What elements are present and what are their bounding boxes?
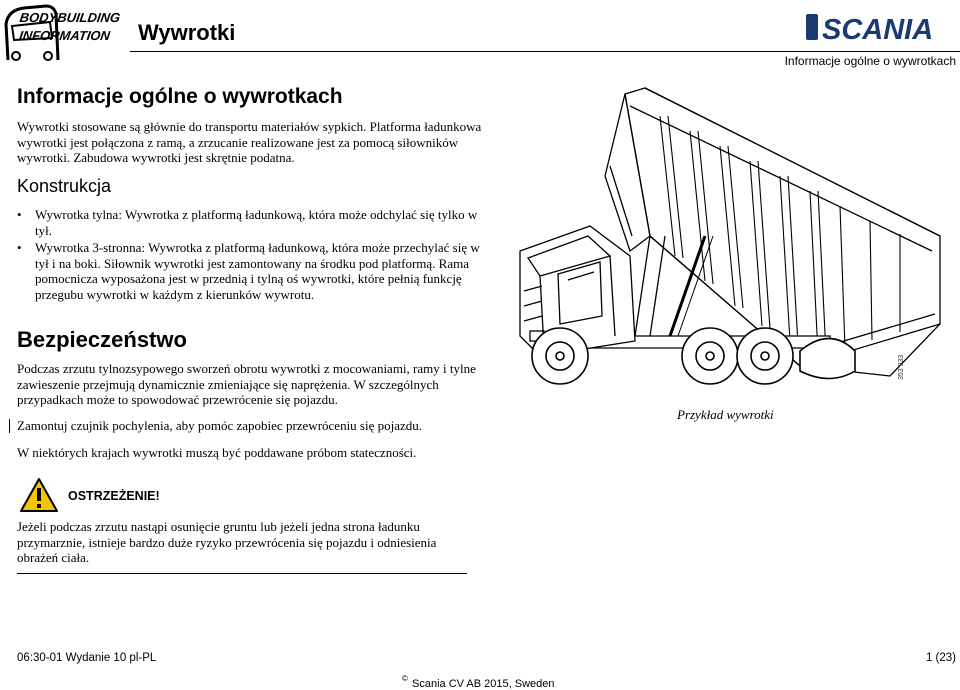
- tipper-truck-illustration: [500, 86, 950, 406]
- section-heading-safety: Bezpieczeństwo: [17, 327, 187, 352]
- header-subtitle: Informacje ogólne o wywrotkach: [784, 54, 956, 68]
- revision-change-bar: [9, 419, 10, 433]
- footer-copyright: Scania CV AB 2015, Sweden: [412, 678, 555, 690]
- warning-end-rule: [17, 573, 467, 574]
- warning-triangle-icon: [20, 478, 58, 512]
- safety-paragraph-2: Zamontuj czujnik pochylenia, aby pomóc zapobiec przewróceniu się pojazdu.: [17, 418, 423, 433]
- figure-id: 353 933: [898, 354, 905, 380]
- svg-text:BODYBUILDING: BODYBUILDING: [18, 10, 122, 25]
- bullet-text: Wywrotka tylna: Wywrotka z platformą ładunkową, która może odchylać się tylko w tył.: [35, 207, 478, 238]
- safety-paragraph-1: Podczas zrzutu tylnozsypowego sworzeń obrotu wywrotki z mocowaniami, ramy i tylne zawieszenie przejmują dynamicznie zmieniające się naprężenia. W szczególnych przypadkach może to spowodować przewrócenie się pojazdu.: [17, 361, 476, 407]
- figure-caption: Przykład wywrotki: [677, 407, 774, 422]
- bullet-dot: •: [17, 207, 22, 222]
- header-divider: [130, 51, 960, 52]
- bullet-dot: •: [17, 240, 22, 255]
- section-heading-general: Informacje ogólne o wywrotkach: [17, 85, 343, 108]
- intro-paragraph: Wywrotki stosowane są głównie do transportu materiałów sypkich. Platforma ładunkowa wywrotki jest połączona z ramą, a zrzucanie realizowane jest za pomocą siłowników wywrotki. Zabudowa wywrotki jest skrętnie podatna.: [17, 119, 482, 165]
- safety-paragraph-3: W niektórych krajach wywrotki muszą być poddawane próbom stateczności.: [17, 445, 417, 460]
- subsection-heading-construction: Konstrukcja: [17, 176, 112, 196]
- warning-title: OSTRZEŻENIE!: [68, 489, 160, 503]
- bullet-rear-tipper: [17, 207, 485, 238]
- document-title: Wywrotki: [138, 20, 236, 45]
- copyright-symbol: ©: [402, 674, 408, 683]
- scania-logo: [806, 8, 956, 46]
- bullet-three-way-tipper: [17, 240, 485, 302]
- bodybuilding-information-logo: [2, 2, 122, 64]
- footer-page-number: 1 (23): [925, 652, 956, 664]
- svg-text:INFORMATION: INFORMATION: [18, 28, 111, 43]
- footer-document-info: 06:30-01 Wydanie 10 pl-PL: [17, 652, 157, 664]
- svg-text:SCANIA: SCANIA: [822, 14, 934, 46]
- warning-text: Jeżeli podczas zrzutu nastąpi osunięcie gruntu lub jeżeli jedna strona ładunku przymarznie, istnieje bardzo duże ryzyko przewrócenia się pojazdu i odniesienia obrażeń ciała.: [17, 519, 437, 565]
- bullet-text: Wywrotka 3-stronna: Wywrotka z platformą ładunkową, która może przechylać się w tył i na boki. Siłownik wywrotki jest zamontowany na środku pod platformą. Rama pomocnicza wyposażona jest w przednią i tylną oś wywrotki, które pełnią funkcję przegubu wywrotki w każdym z kierunków wywrotu.: [35, 240, 480, 302]
